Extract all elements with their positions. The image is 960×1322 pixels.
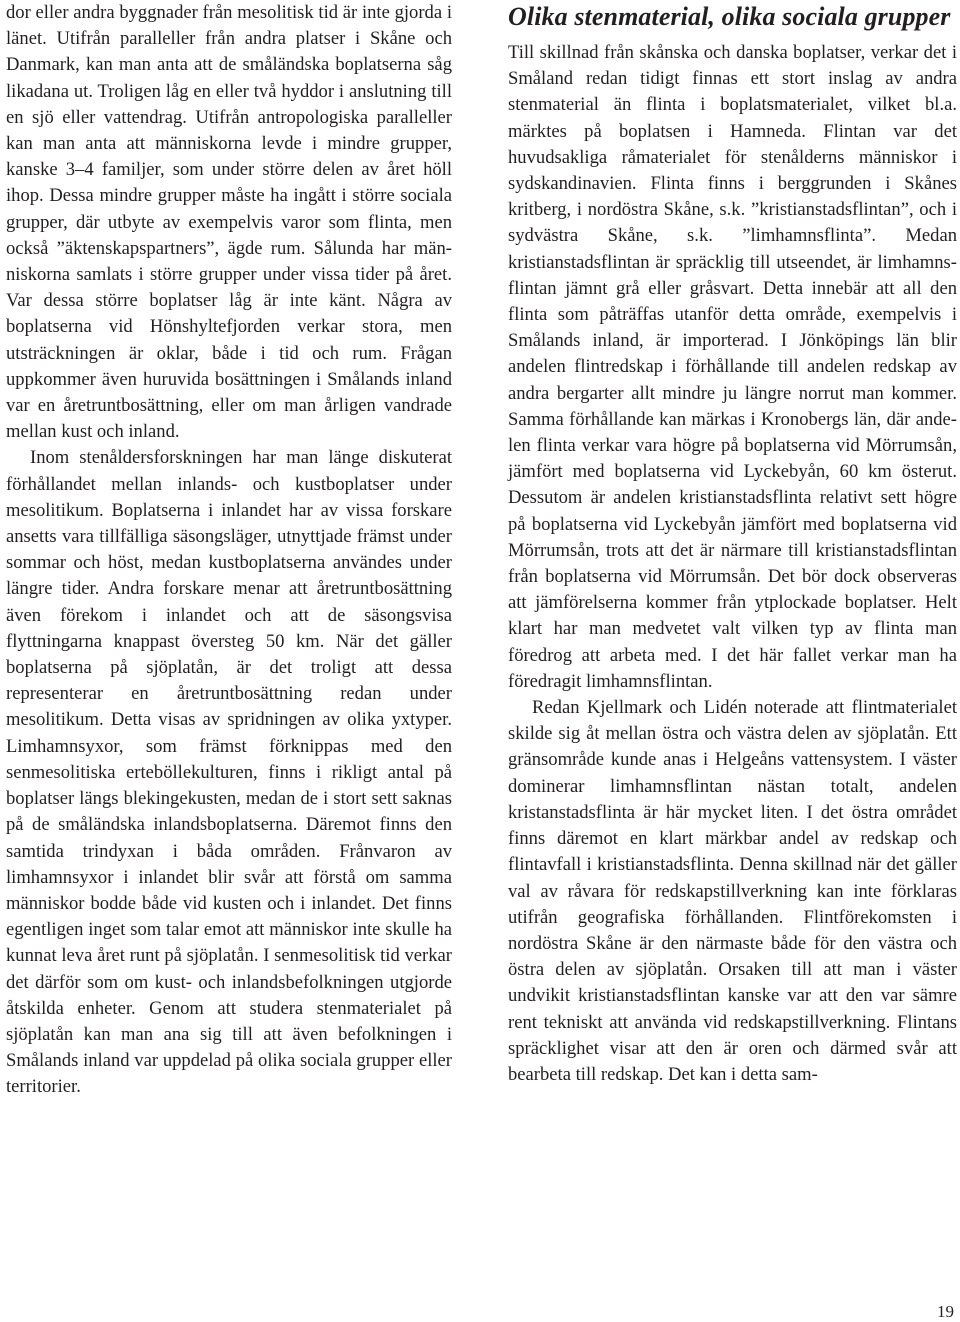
right-column	[508, 0, 957, 1088]
body-paragraph-2: Inom stenåldersforskningen har man länge diskuterat förhållandet mellan inlands- och kustboplatser under mesolitikum. Boplatserna i inlandet har av vissa forskare ansetts vara tillfälliga säsongsläger, utnyttjade främst under sommar och höst, medan kustboplatserna användes under längre tider. Andra forskare menar att åretruntbosättning även förekom i inlandet och att de säsongsvisa flyttningarna knappast översteg 50 km. När det gäller boplatserna på sjöplatån, är det troligt att dessa representerar en åretruntbosättning redan under mesolitikum. Detta visas av spridningen av olika yxtyper. Limhamnsyxor, som främst förknippas med den senmesolitiska erteböllekulturen, finns i rikligt antal på boplatser längs blekingekusten, medan de i stort sett saknas på de småländska inlandsboplatserna. Däremot finns den samtida trindyxan i båda områden. Frånvaron av limhamnsyxor i inlandet blir svår att förstå om samma människor bodde både vid kusten och i inlandet. Det finns egentligen inget som talar emot att människor inte skulle ha kunnat leva året runt på sjöplatån. I senmesolitisk tid verkar det därför som om kust- och inlandsbefolkningen utgjorde åtskilda enheter. Genom att studera stenmaterialet på sjöplatån kan man ana sig till att även befolkningen i Smålands inland var uppdelad på olika sociala grupper eller territorier.	[6, 447, 452, 1098]
body-paragraph-3: Till skillnad från skånska och danska boplatser, verkar det i Småland redan tidigt finnas ett stort inslag av andra stenmaterial än flinta i boplatsmaterialet, vilket bl.a. märktes på boplatsen i Hamneda. Flintan var det huvudsakliga råmaterialet för stenålderns människor i sydskandinavien. Flinta finns i berggrunden i Skånes kritberg, i nordöstra Skåne, s.k. ”kristianstadsflintan”, och i sydvästra Skåne, s.k. ”limhamnsflinta”. Medan kristianstadsflintan är spräcklig till utseendet, är limhamnsflintan jämnt grå eller gråsvart. Detta innebär att all den flinta som påträffas utanför detta område, exempelvis i Smålands inland, är importerad. I Jönköpings län blir andelen flintredskap i förhållande till andelen redskap av andra bergarter allt mindre ju längre norrut man kommer. Samma förhållande kan märkas i Kronobergs län, där andelen flinta verkar vara högre på boplatserna vid Mörrumsån, jämfört med boplatserna vid Lyckebyån, 60 km österut. Dessutom är andelen kristianstadsflinta relativt sett högre på boplatserna vid Lyckebyån jämfört med boplatserna vid Mörrumsån, trots att det är närmare till kristianstadsflintan från boplatserna vid Mörrumsån. Det bör dock observeras att jämförelserna kommer från ytplockade boplatser. Helt klart har man medvetet valt vilken typ av flinta man föredrog att arbeta med. I det här fallet verkar man ha föredragit limhamnsflintan.	[508, 42, 957, 692]
section-heading: Olika stenmaterial, olika sociala grupper	[508, 2, 951, 31]
body-paragraph-1: dor eller andra byggnader från mesolitisk tid är inte gjorda i länet. Utifrån paralleller från andra platser i Skåne och Danmark, kan man anta att de småländska boplatserna såg likadana ut. Troligen låg en eller två hyddor i anslutning till en sjö eller vattendrag. Utifrån antropologiska paralleller kan man anta att människorna levde i mindre grupper, kanske 3–4 familjer, som under större delen av året höll ihop. Dessa mindre grupper måste ha ingått i större sociala grupper, där utbyte av exempelvis varor som flinta, men också ”äktenskapspartners”, ägde rum. Sålunda har människorna samlats i större grupper under vissa tider på året. Var dessa större boplatser låg är inte känt. Några av boplatserna vid Hönshyltefjorden verkar stora, men utsträckningen är oklar, både i tid och rum. Frågan uppkommer även huruvida bosättningen i Smålands inland var en åretruntbosättning, eller om man årligen vandrade mellan kust och inland.	[6, 2, 452, 443]
page-number: 19	[937, 1302, 954, 1321]
left-column	[6, 0, 452, 1101]
body-paragraph-4: Redan Kjellmark och Lidén noterade att flintmaterialet skilde sig åt mellan östra och västra delen av sjöplatån. Ett gränsområde kunde anas i Helgeåns vattensystem. I väster dominerar limhamnsflintan nästan totalt, andelen kristanstadsflinta är här mycket liten. I det östra området finns däremot en klart märkbar andel av redskap och flintavfall i kristianstadsflinta. Denna skillnad när det gäller val av råvara för redskapstillverkning kan inte förklaras utifrån geografiska förhållanden. Flintförekomsten i nordöstra Skåne är den närmaste både för den västra och östra delen av sjöplatån. Orsaken till att man i väster undvikit kristianstadsflintan kanske var att den var sämre rent tekniskt att använda vid redskapstillverkning. Flintans spräcklighet visar att den är oren och därmed svår att bearbeta till redskap. Det kan i detta sam-	[508, 697, 957, 1085]
